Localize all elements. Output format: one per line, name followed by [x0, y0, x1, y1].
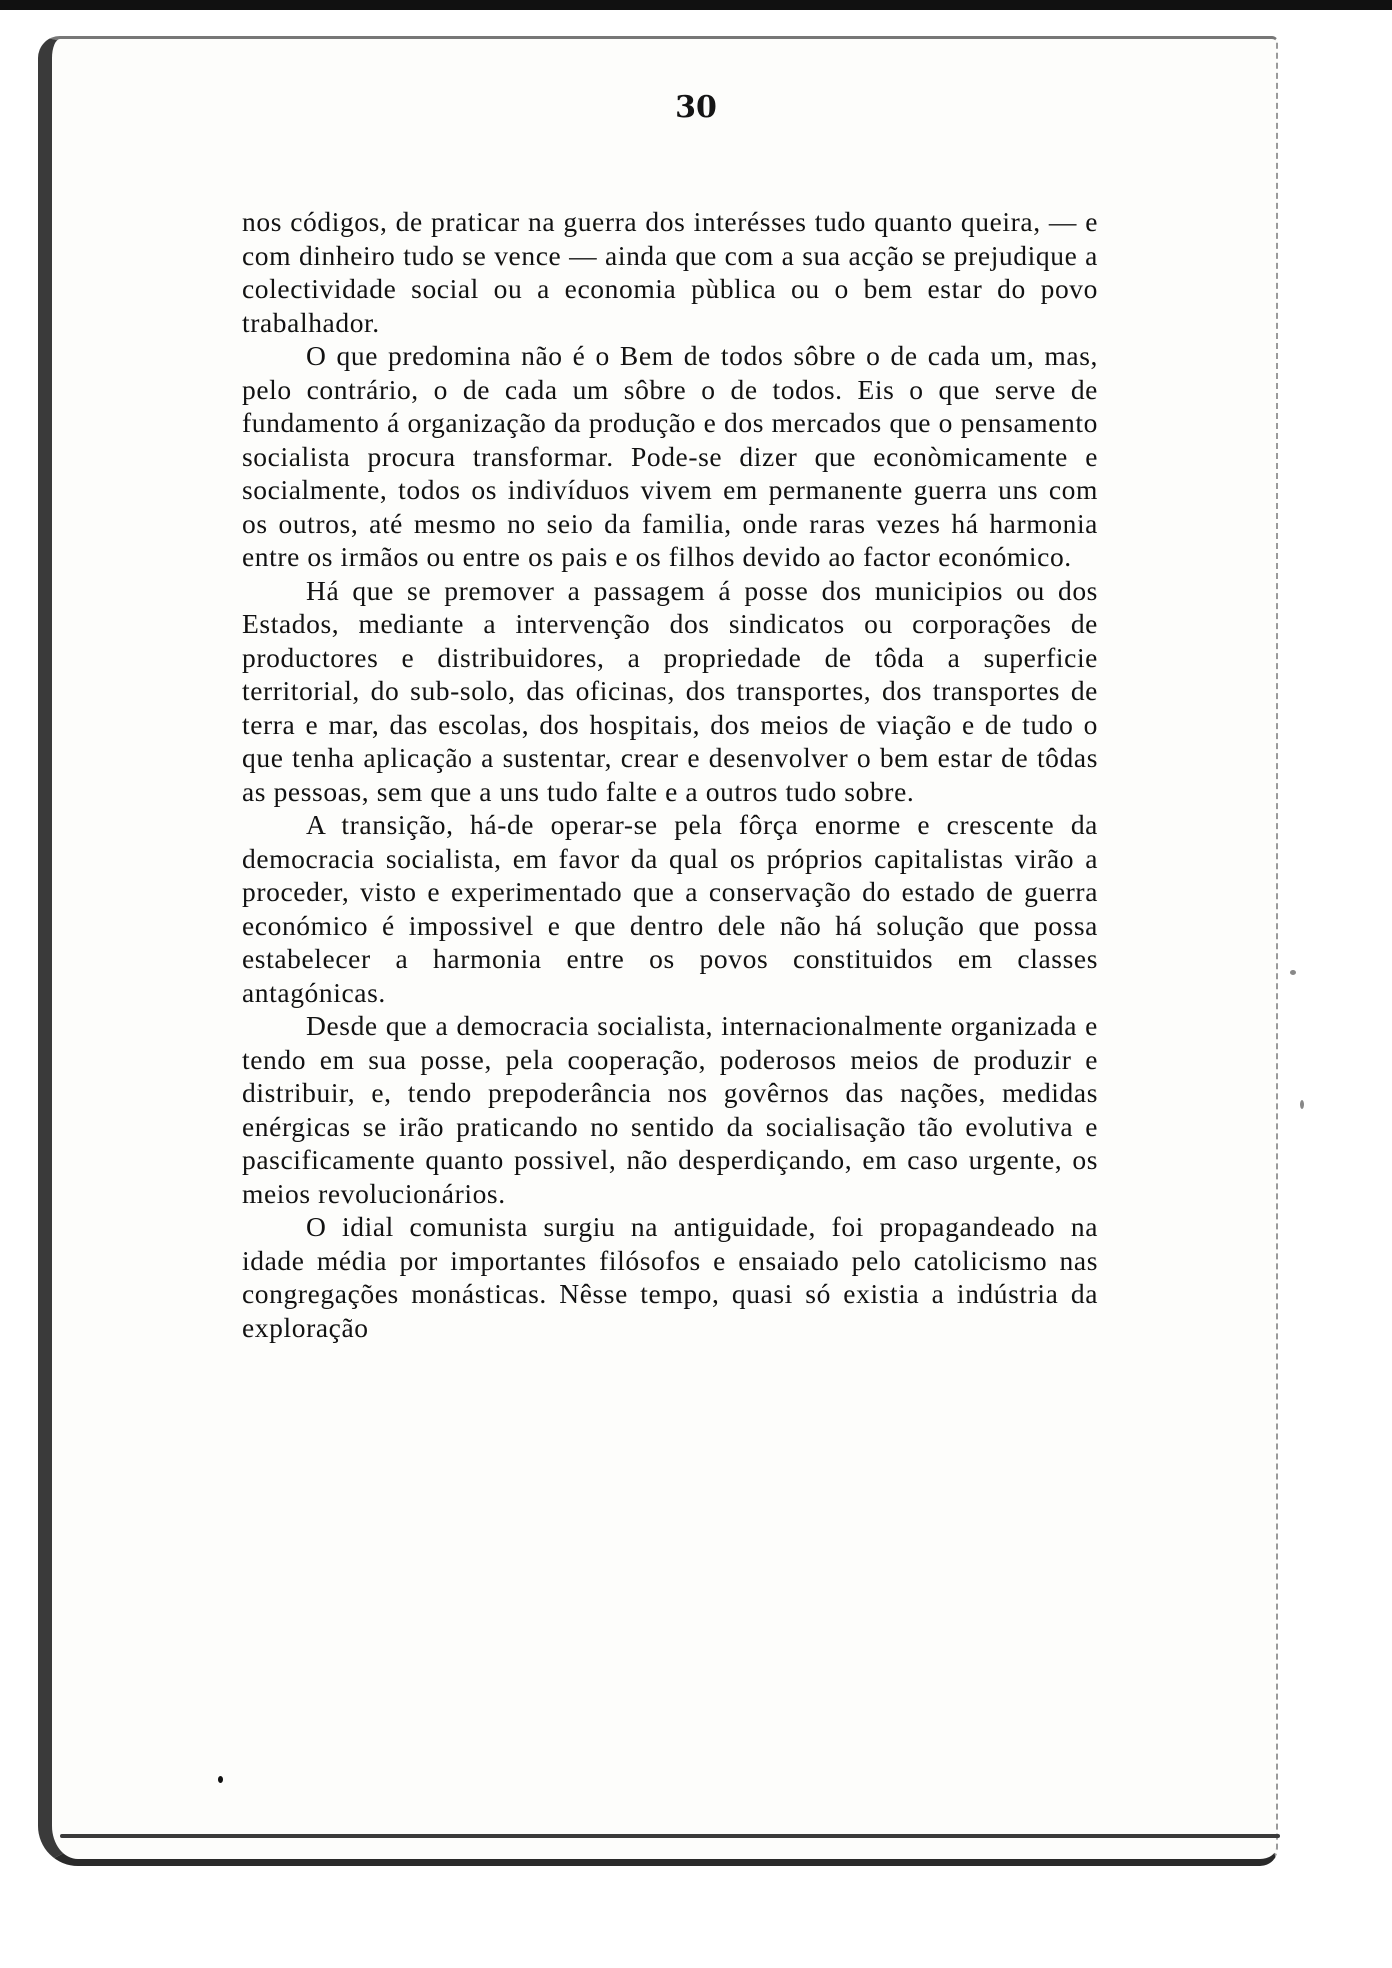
paragraph: A transição, há-de operar-se pela fôrça enorme e crescente da democracia socialista, em favor da qual os próprios capitalistas virão a proceder, visto e experimentado que a conservação do estado de guerra económico é impossivel e que dentro dele não há solução que possa estabelecer a harmonia entre os povos constituidos em classes antagónicas. [242, 809, 1098, 1008]
page-bottom-edge [60, 1834, 1280, 1838]
paragraph: Desde que a democracia socialista, internacionalmente organizada e tendo em sua posse, pela cooperação, poderosos meios de produzir e distribuir, e, tendo prepoderância nos govêrnos das nações, medidas enérgicas se irão praticando no sentido da socialisação tão evolutiva e pascificamente quanto possivel, não desperdiçando, em caso urgente, os meios revolucionários. [242, 1010, 1098, 1209]
scan-top-edge [0, 0, 1392, 10]
paragraph: Há que se premover a passagem á posse dos municipios ou dos Estados, mediante a intervenção dos sindicatos ou corporações de productores e distribuidores, a propriedade de tôda a superficie territorial, do sub-solo, das oficinas, dos transportes, dos transportes de terra e mar, das escolas, dos hospitais, dos meios de viação e de tudo o que tenha aplicação a sustentar, crear e desenvolver o bem estar de tôdas as pessoas, sem que a uns tudo falte e a outros tudo sobre. [242, 574, 1098, 807]
paragraph: O idial comunista surgiu na antiguidade, foi propagandeado na idade média por importantes filósofos e ensaiado pelo catolicismo nas congregações monásticas. Nêsse tempo, quasi só existia a indústria da exploração [242, 1211, 1098, 1343]
page-number: 30 [675, 90, 717, 125]
body-text [242, 205, 1098, 1344]
ink-speck [1300, 1100, 1304, 1109]
ink-speck [1290, 970, 1296, 975]
ink-speck [218, 1776, 223, 1783]
paragraph: O que predomina não é o Bem de todos sôbre o de cada um, mas, pelo contrário, o de cada um sôbre o de todos. Eis o que serve de fundamento á organização da produção e dos mercados que o pensamento socialista procura transformar. Pode-se dizer que econòmicamente e socialmente, todos os indivíduos vivem em permanente guerra uns com os outros, até mesmo no seio da familia, onde raras vezes há harmonia entre os irmãos ou entre os pais e os filhos devido ao factor económico. [242, 340, 1098, 572]
paragraph: nos códigos, de praticar na guerra dos interésses tudo quanto queira, — e com dinheiro tudo se vence — ainda que com a sua acção se prejudique a colectividade social ou a economia pùblica ou o bem estar do povo trabalhador. [242, 206, 1098, 338]
